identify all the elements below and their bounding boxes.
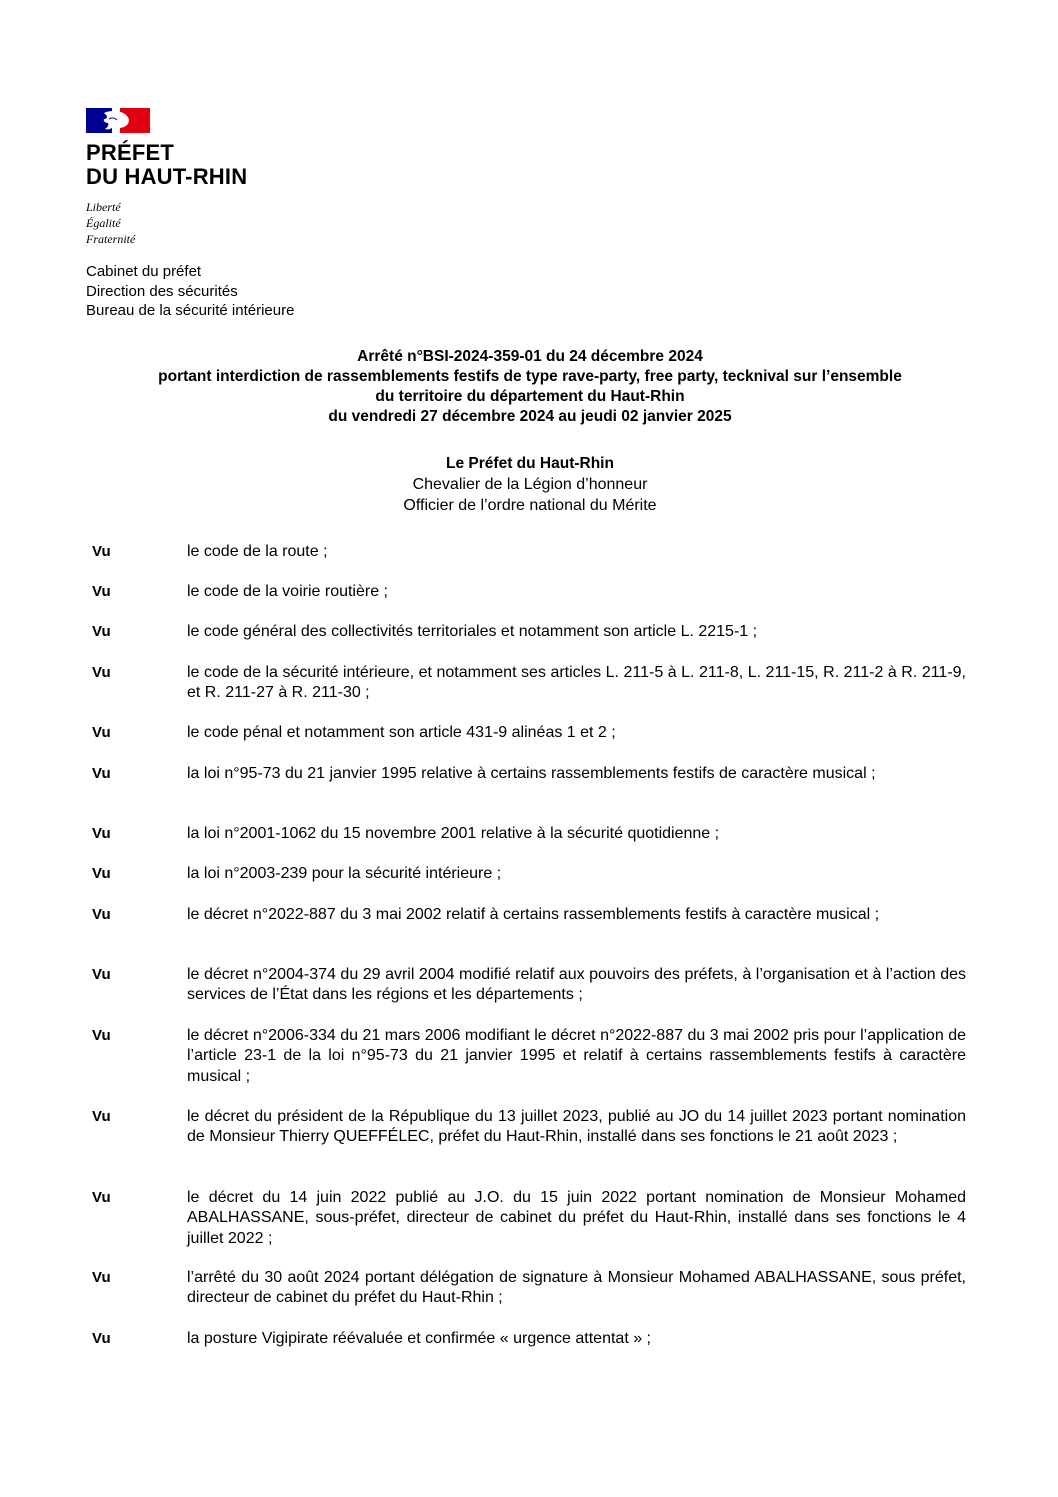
decree-title	[60, 347, 1000, 427]
decree-number: Arrêté n°BSI-2024-359-01 du 24 décembre 2024	[357, 348, 703, 365]
prefet-distinction: Officier de l’ordre national du Mérite	[403, 497, 657, 514]
decree-subject-line: portant interdiction de rassemblements festifs de type rave-party, free party, tecknival sur l’ensemble	[158, 368, 902, 385]
service-line: Bureau de la sécurité intérieure	[86, 302, 295, 319]
vu-text: la loi n°2001-1062 du 15 novembre 2001 relative à la sécurité quotidienne ;	[187, 825, 720, 842]
vu-label: Vu	[92, 865, 111, 882]
vu-text: le décret du président de la République du 13 juillet 2023, publié au JO du 14 juillet 2023 portant nomination de Monsieur Thierry QUEFFÉLEC, préfet du Haut-Rhin, installé dans ses fonctions le 21 août 2023 ;	[187, 1108, 966, 1146]
vu-text: le code de la voirie routière ;	[187, 583, 388, 600]
motto-egalite: Égalité	[86, 216, 121, 230]
vu-label: Vu	[92, 583, 111, 600]
vu-text: le décret n°2004-374 du 29 avril 2004 modifié relatif aux pouvoirs des préfets, à l’organisation et à l’action des services de l’État dans les régions et les départements ;	[187, 966, 966, 1004]
vu-label: Vu	[92, 623, 111, 640]
service-line: Cabinet du préfet	[86, 263, 202, 280]
vu-label: Vu	[92, 543, 111, 560]
vu-text: le décret n°2006-334 du 21 mars 2006 modifiant le décret n°2022-887 du 3 mai 2002 pris pour l’application de l’article 23-1 de la loi n°95-73 du 21 janvier 1995 et relatif à certains rassemblements festifs à caractère musical ;	[187, 1027, 966, 1085]
prefecture-name	[86, 141, 247, 189]
vu-text: l’arrêté du 30 août 2024 portant délégation de signature à Monsieur Mohamed ABALHASSANE, sous préfet, directeur de cabinet du préfet du Haut-Rhin ;	[187, 1269, 966, 1307]
republic-motto	[86, 199, 247, 247]
vu-label: Vu	[92, 825, 111, 842]
vu-label: Vu	[92, 1189, 111, 1206]
vu-text: le code de la route ;	[187, 543, 328, 560]
issuing-services	[86, 262, 294, 321]
vu-text: le décret du 14 juin 2022 publié au J.O. du 15 juin 2022 portant nomination de Monsieur Mohamed ABALHASSANE, sous-préfet, directeur de cabinet du préfet du Haut-Rhin, installé dans ses fonctions le 4 juillet 2022 ;	[187, 1189, 966, 1247]
vu-text: le code de la sécurité intérieure, et notamment ses articles L. 211-5 à L. 211-8, L. 211-15, R. 211-2 à R. 211-9, et R. 211-27 à R. 211-30 ;	[187, 664, 966, 702]
decree-period: du vendredi 27 décembre 2024 au jeudi 02 janvier 2025	[328, 408, 732, 425]
vu-label: Vu	[92, 724, 111, 741]
marianne-profile-icon	[100, 110, 136, 131]
vu-label: Vu	[92, 1269, 111, 1286]
republic-flag-emblem	[86, 108, 150, 133]
vu-text: le code général des collectivités territoriales et notamment son article L. 2215-1 ;	[187, 623, 758, 640]
prefecture-logo	[86, 108, 247, 247]
vu-label: Vu	[92, 765, 111, 782]
prefet-identity	[60, 453, 1000, 516]
vu-label: Vu	[92, 1330, 111, 1347]
service-line: Direction des sécurités	[86, 282, 238, 300]
vu-label: Vu	[92, 664, 111, 681]
vu-text: la posture Vigipirate réévaluée et confirmée « urgence attentat » ;	[187, 1330, 651, 1347]
prefecture-name-line1: PRÉFET	[86, 140, 174, 165]
decree-subject-line: du territoire du département du Haut-Rhin	[375, 388, 685, 405]
vu-text: la loi n°95-73 du 21 janvier 1995 relative à certains rassemblements festifs de caractère musical ;	[187, 765, 876, 782]
motto-fraternite: Fraternité	[86, 232, 136, 246]
vu-text: la loi n°2003-239 pour la sécurité intérieure ;	[187, 865, 502, 882]
vu-text: le code pénal et notamment son article 431-9 alinéas 1 et 2 ;	[187, 724, 616, 741]
vu-label: Vu	[92, 966, 111, 983]
motto-liberte: Liberté	[86, 200, 121, 214]
vu-label: Vu	[92, 1027, 111, 1044]
prefecture-name-line2: DU HAUT-RHIN	[86, 164, 248, 189]
prefet-distinction: Chevalier de la Légion d’honneur	[412, 476, 648, 493]
vu-label: Vu	[92, 1108, 111, 1125]
prefet-name: Le Préfet du Haut-Rhin	[446, 455, 614, 472]
vu-label: Vu	[92, 906, 111, 923]
vu-text: le décret n°2022-887 du 3 mai 2002 relatif à certains rassemblements festifs à caractère musical ;	[187, 906, 880, 923]
